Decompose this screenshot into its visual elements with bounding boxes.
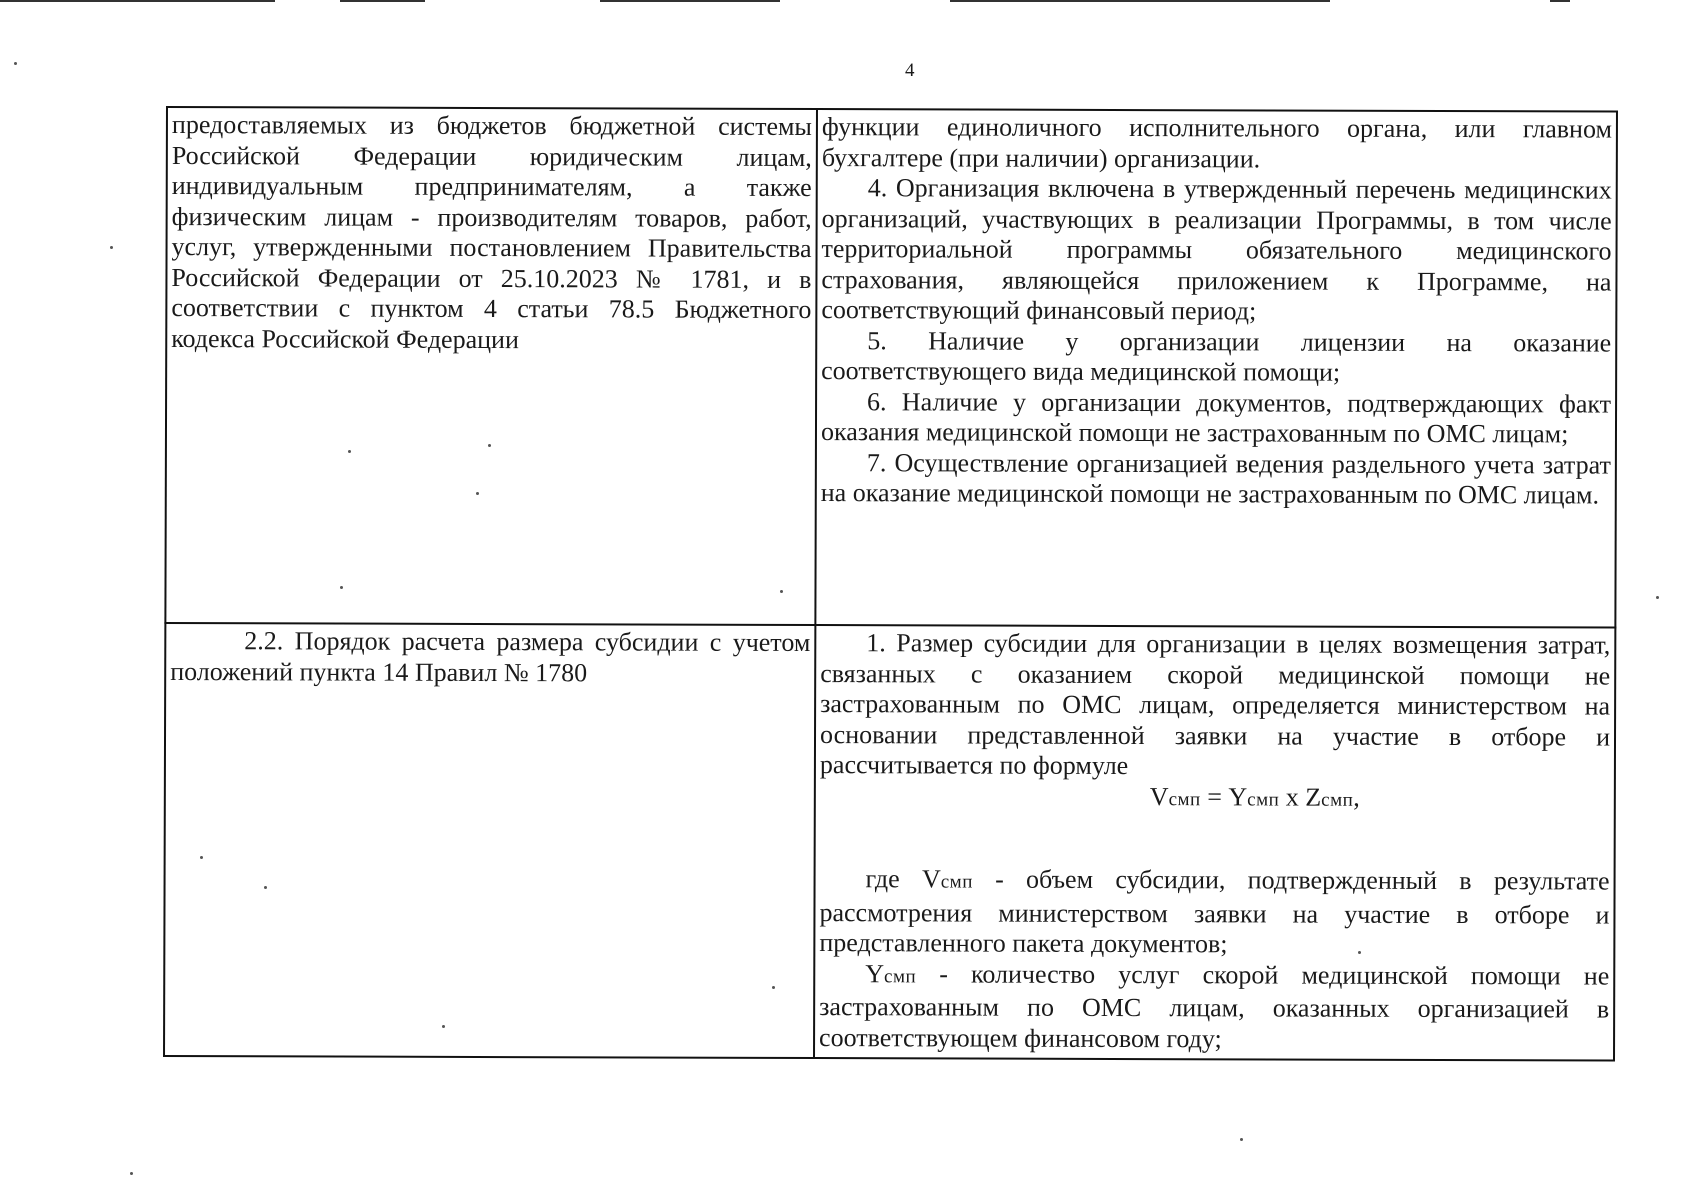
scan-speck bbox=[130, 1172, 133, 1175]
scan-speck bbox=[442, 1025, 445, 1028]
scan-speck bbox=[488, 444, 491, 447]
scan-edge-line bbox=[340, 0, 425, 2]
scan-edge-line bbox=[1550, 0, 1570, 2]
table-cell-left bbox=[164, 623, 815, 1058]
formula-subscript: смп bbox=[1247, 788, 1280, 811]
formula-subscript: смп bbox=[884, 965, 917, 987]
scan-speck bbox=[1656, 596, 1659, 599]
scan-speck bbox=[200, 856, 203, 859]
cell-paragraph: 5. Наличие у организации лицензии на оказание соответствующего вида медицинской помощи; bbox=[821, 325, 1612, 387]
scan-speck bbox=[780, 590, 783, 593]
text-run: - количество услуг скорой медицинской помощи не застрахованным по ОМС лицам, оказанных организацией в соответствующем финансовом году; bbox=[819, 958, 1610, 1053]
scan-speck bbox=[110, 246, 113, 249]
scan-speck bbox=[476, 492, 479, 495]
text-run: где V bbox=[865, 864, 941, 894]
text-run: Y bbox=[865, 958, 885, 988]
cell-paragraph: функции единоличного исполнительного органа, или главном бухгалтере (при наличии) организации. bbox=[821, 112, 1612, 173]
formula-subscript: смп bbox=[1321, 789, 1354, 811]
scan-speck bbox=[1358, 951, 1361, 954]
scan-speck bbox=[772, 986, 775, 989]
formula-operator: , bbox=[1353, 782, 1360, 812]
table-row bbox=[164, 623, 1615, 1061]
cell-paragraph bbox=[819, 959, 1609, 1056]
table-cell-right bbox=[814, 625, 1615, 1061]
cell-text: предоставляемых из бюджетов бюджетной системы Российской Федерации юридическим лицам, индивидуальным предпринимателям, а также физическим лицам - производителям товаров, работ, услуг, утвержденными постановлением Правительства Российской Федерации от 25.10.2023 № 1781, и в соответствии с пунктом 4 статьи 78.5 Бюджетного кодекса Российской Федерации bbox=[171, 110, 812, 354]
cell-paragraph: 7. Осуществление организацией ведения раздельного учета затрат на оказание медицинской помощи не застрахованным по ОМС лицам. bbox=[820, 447, 1611, 510]
formula-subscript: смп bbox=[1168, 788, 1201, 810]
formula-symbol: Y bbox=[1228, 781, 1248, 811]
table-row bbox=[165, 107, 1617, 628]
scan-speck bbox=[1240, 1138, 1243, 1141]
formula-operator: x bbox=[1279, 782, 1306, 812]
table-cell-left bbox=[165, 107, 817, 625]
formula bbox=[820, 781, 1610, 817]
formula-symbol: Z bbox=[1305, 782, 1322, 812]
scan-edge-line bbox=[600, 0, 780, 2]
cell-paragraph: 6. Наличие у организации документов, подтверждающих факт оказания медицинской помощи не застрахованным по ОМС лицам; bbox=[820, 386, 1612, 449]
scan-speck bbox=[14, 62, 17, 65]
scan-speck bbox=[264, 886, 267, 889]
section-heading: 2.2. Порядок расчета размера субсидии с учетом положений пункта 14 Правил № 1780 bbox=[170, 626, 811, 687]
cell-paragraph: 1. Размер субсидии для организации в целях возмещения затрат, связанных с оказанием скорой медицинской помощи не застрахованным по ОМС лицам, определяется министерством на основании представленной заявки на участие в отборе и рассчитывается по формуле bbox=[819, 628, 1611, 781]
cell-paragraph bbox=[819, 864, 1609, 961]
scan-edge-line bbox=[950, 0, 1330, 2]
formula-symbol: V bbox=[1149, 781, 1169, 811]
scan-edge-line bbox=[0, 0, 275, 2]
scan-speck bbox=[340, 586, 343, 589]
table-cell-right bbox=[815, 109, 1617, 628]
page-number: 4 bbox=[905, 60, 915, 81]
cell-paragraph: 4. Организация включена в утвержденный перечень медицинских организаций, участвующих в реализации Программы, в том числе территориальной программы обязательного медицинского страхования, являющейся приложением к Программе, на соответствующий финансовый период; bbox=[821, 173, 1612, 326]
text-run: - объем субсидии, подтвержденный в результате рассмотрения министерством заявки на участие в отборе и представленного пакета документов; bbox=[819, 864, 1610, 959]
scan-speck bbox=[348, 450, 351, 453]
formula-subscript: смп bbox=[940, 871, 973, 893]
document-table bbox=[163, 106, 1618, 1062]
formula-operator: = bbox=[1200, 781, 1229, 811]
